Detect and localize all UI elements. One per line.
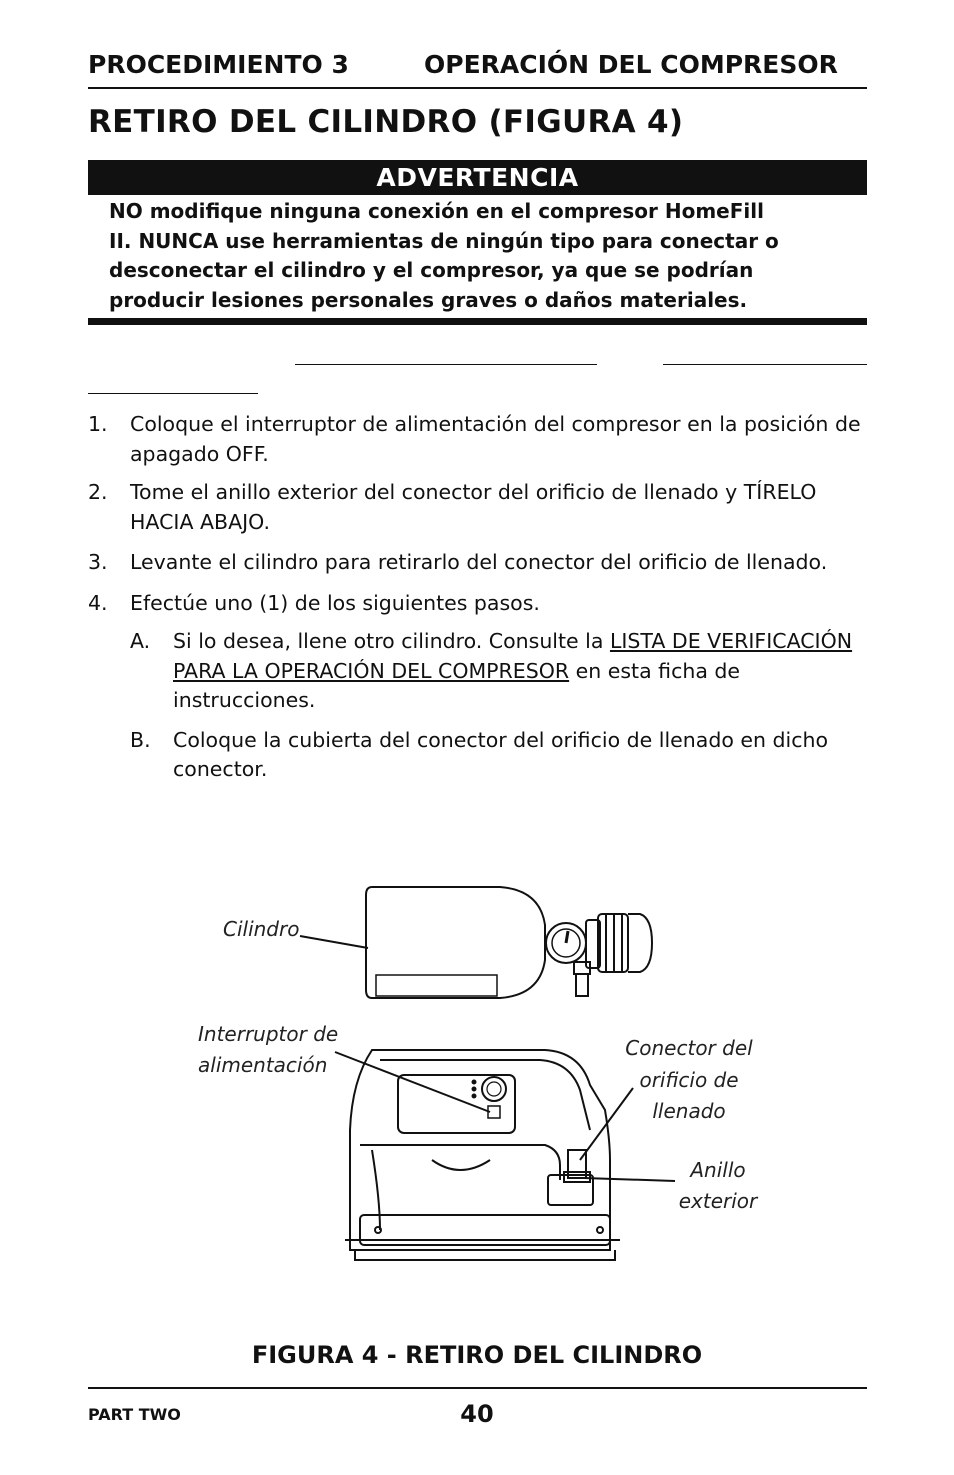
divider-line: [88, 393, 258, 394]
step-text: Efectúe uno (1) de los siguientes pasos.: [130, 590, 540, 615]
procedure-label: PROCEDIMIENTO 3: [88, 50, 349, 79]
list-item: [88, 726, 878, 785]
warning-line: II. NUNCA use herramientas de ningún tipo para conectar o: [109, 228, 779, 253]
header-rule: [88, 87, 867, 89]
page-title: RETIRO DEL CILINDRO (FIGURA 4): [88, 104, 684, 140]
list-item: [88, 589, 878, 619]
connector-label: orificio de: [639, 1068, 739, 1092]
warning-line: NO modifique ninguna conexión en el compresor HomeFill: [109, 199, 764, 223]
step-number: 2.: [88, 480, 108, 504]
divider-line: [663, 364, 867, 365]
cylinder-label: Cilindro: [223, 917, 300, 941]
compressor-icon: [345, 1050, 620, 1260]
switch-label: alimentación: [198, 1053, 328, 1077]
footer-rule: [88, 1387, 867, 1389]
page-number: 40: [460, 1400, 494, 1428]
step-number: 3.: [88, 550, 108, 574]
warning-banner: ADVERTENCIA: [88, 160, 867, 195]
step-text: Coloque el interruptor de alimentación del compresor en la posición de apagado OFF.: [130, 412, 861, 466]
substep-text: en esta ficha de instrucciones.: [173, 658, 741, 712]
cylinder-icon: [366, 887, 545, 998]
substep-text: Coloque la cubierta del conector del orificio de llenado en dicho conector.: [173, 727, 829, 781]
warning-bottom-rule: [88, 318, 867, 325]
list-item: [88, 410, 878, 469]
ring-label: Anillo: [690, 1158, 746, 1182]
list-item: [88, 627, 878, 716]
section-title: OPERACIÓN DEL COMPRESOR: [424, 50, 838, 79]
checklist-link[interactable]: LISTA DE VERIFICACIÓN PARA LA OPERACIÓN DEL COMPRESOR: [173, 629, 853, 683]
connector-label: Conector del: [625, 1036, 753, 1060]
warning-text: [109, 197, 854, 315]
figure-caption: FIGURA 4 - RETIRO DEL CILINDRO: [251, 1341, 703, 1369]
step-text: Levante el cilindro para retirarlo del conector del orificio de llenado.: [130, 550, 828, 574]
warning-line: desconectar el cilindro y el compresor, ya que se podrían: [109, 258, 754, 282]
switch-label: Interruptor de: [198, 1022, 339, 1046]
substep-letter: A.: [130, 629, 151, 653]
ring-label: exterior: [678, 1189, 758, 1213]
connector-label: llenado: [652, 1099, 726, 1123]
step-number: 4.: [88, 590, 108, 615]
substep-text: Si lo desea, llene otro cilindro. Consulte la: [173, 629, 610, 653]
warning-line: producir lesiones personales graves o daños materiales.: [109, 287, 748, 312]
divider-line: [295, 364, 597, 365]
figure-illustration: [0, 870, 954, 1290]
step-text: Tome el anillo exterior del conector del orificio de llenado y TÍRELO HACIA ABAJO.: [130, 480, 817, 534]
list-item: [88, 548, 878, 578]
substep-letter: B.: [130, 727, 151, 752]
step-number: 1.: [88, 412, 108, 436]
steps-list: [88, 410, 878, 785]
part-label: PART TWO: [88, 1405, 181, 1424]
list-item: [88, 478, 878, 537]
